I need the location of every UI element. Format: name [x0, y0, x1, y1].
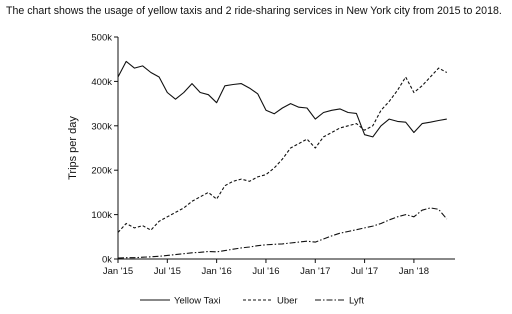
series-layer [118, 61, 447, 258]
series-line-yellow-taxi [118, 61, 447, 136]
y-axis-title: Trips per day [67, 116, 79, 180]
x-axis-ticks [103, 259, 429, 277]
x-tick-label: Jan '17 [300, 266, 331, 277]
y-tick-label: 200k [91, 165, 112, 177]
series-line-lyft [118, 208, 447, 258]
x-tick-label: Jan '15 [102, 266, 134, 277]
y-axis-ticks [91, 33, 118, 266]
y-tick-label: 500k [91, 32, 112, 44]
x-tick-label: Jan '16 [201, 266, 232, 277]
legend [140, 296, 364, 307]
y-tick-label: 0k [101, 254, 112, 266]
x-tick-label: Jan '18 [398, 266, 430, 277]
y-tick-label: 100k [91, 210, 112, 222]
legend-label: Yellow Taxi [174, 295, 221, 307]
x-tick-label: Jul '17 [350, 266, 379, 277]
y-tick-label: 300k [91, 121, 112, 133]
y-tick-label: 400k [91, 76, 112, 88]
x-tick-label: Jul '16 [252, 266, 280, 277]
x-tick-label: Jul '15 [153, 266, 181, 277]
legend-label: Lyft [349, 295, 364, 307]
legend-label: Uber [277, 295, 298, 307]
chart-title: The chart shows the usage of yellow taxis and 2 ride-sharing services in New York city from 2015 to 2018. [6, 5, 502, 17]
